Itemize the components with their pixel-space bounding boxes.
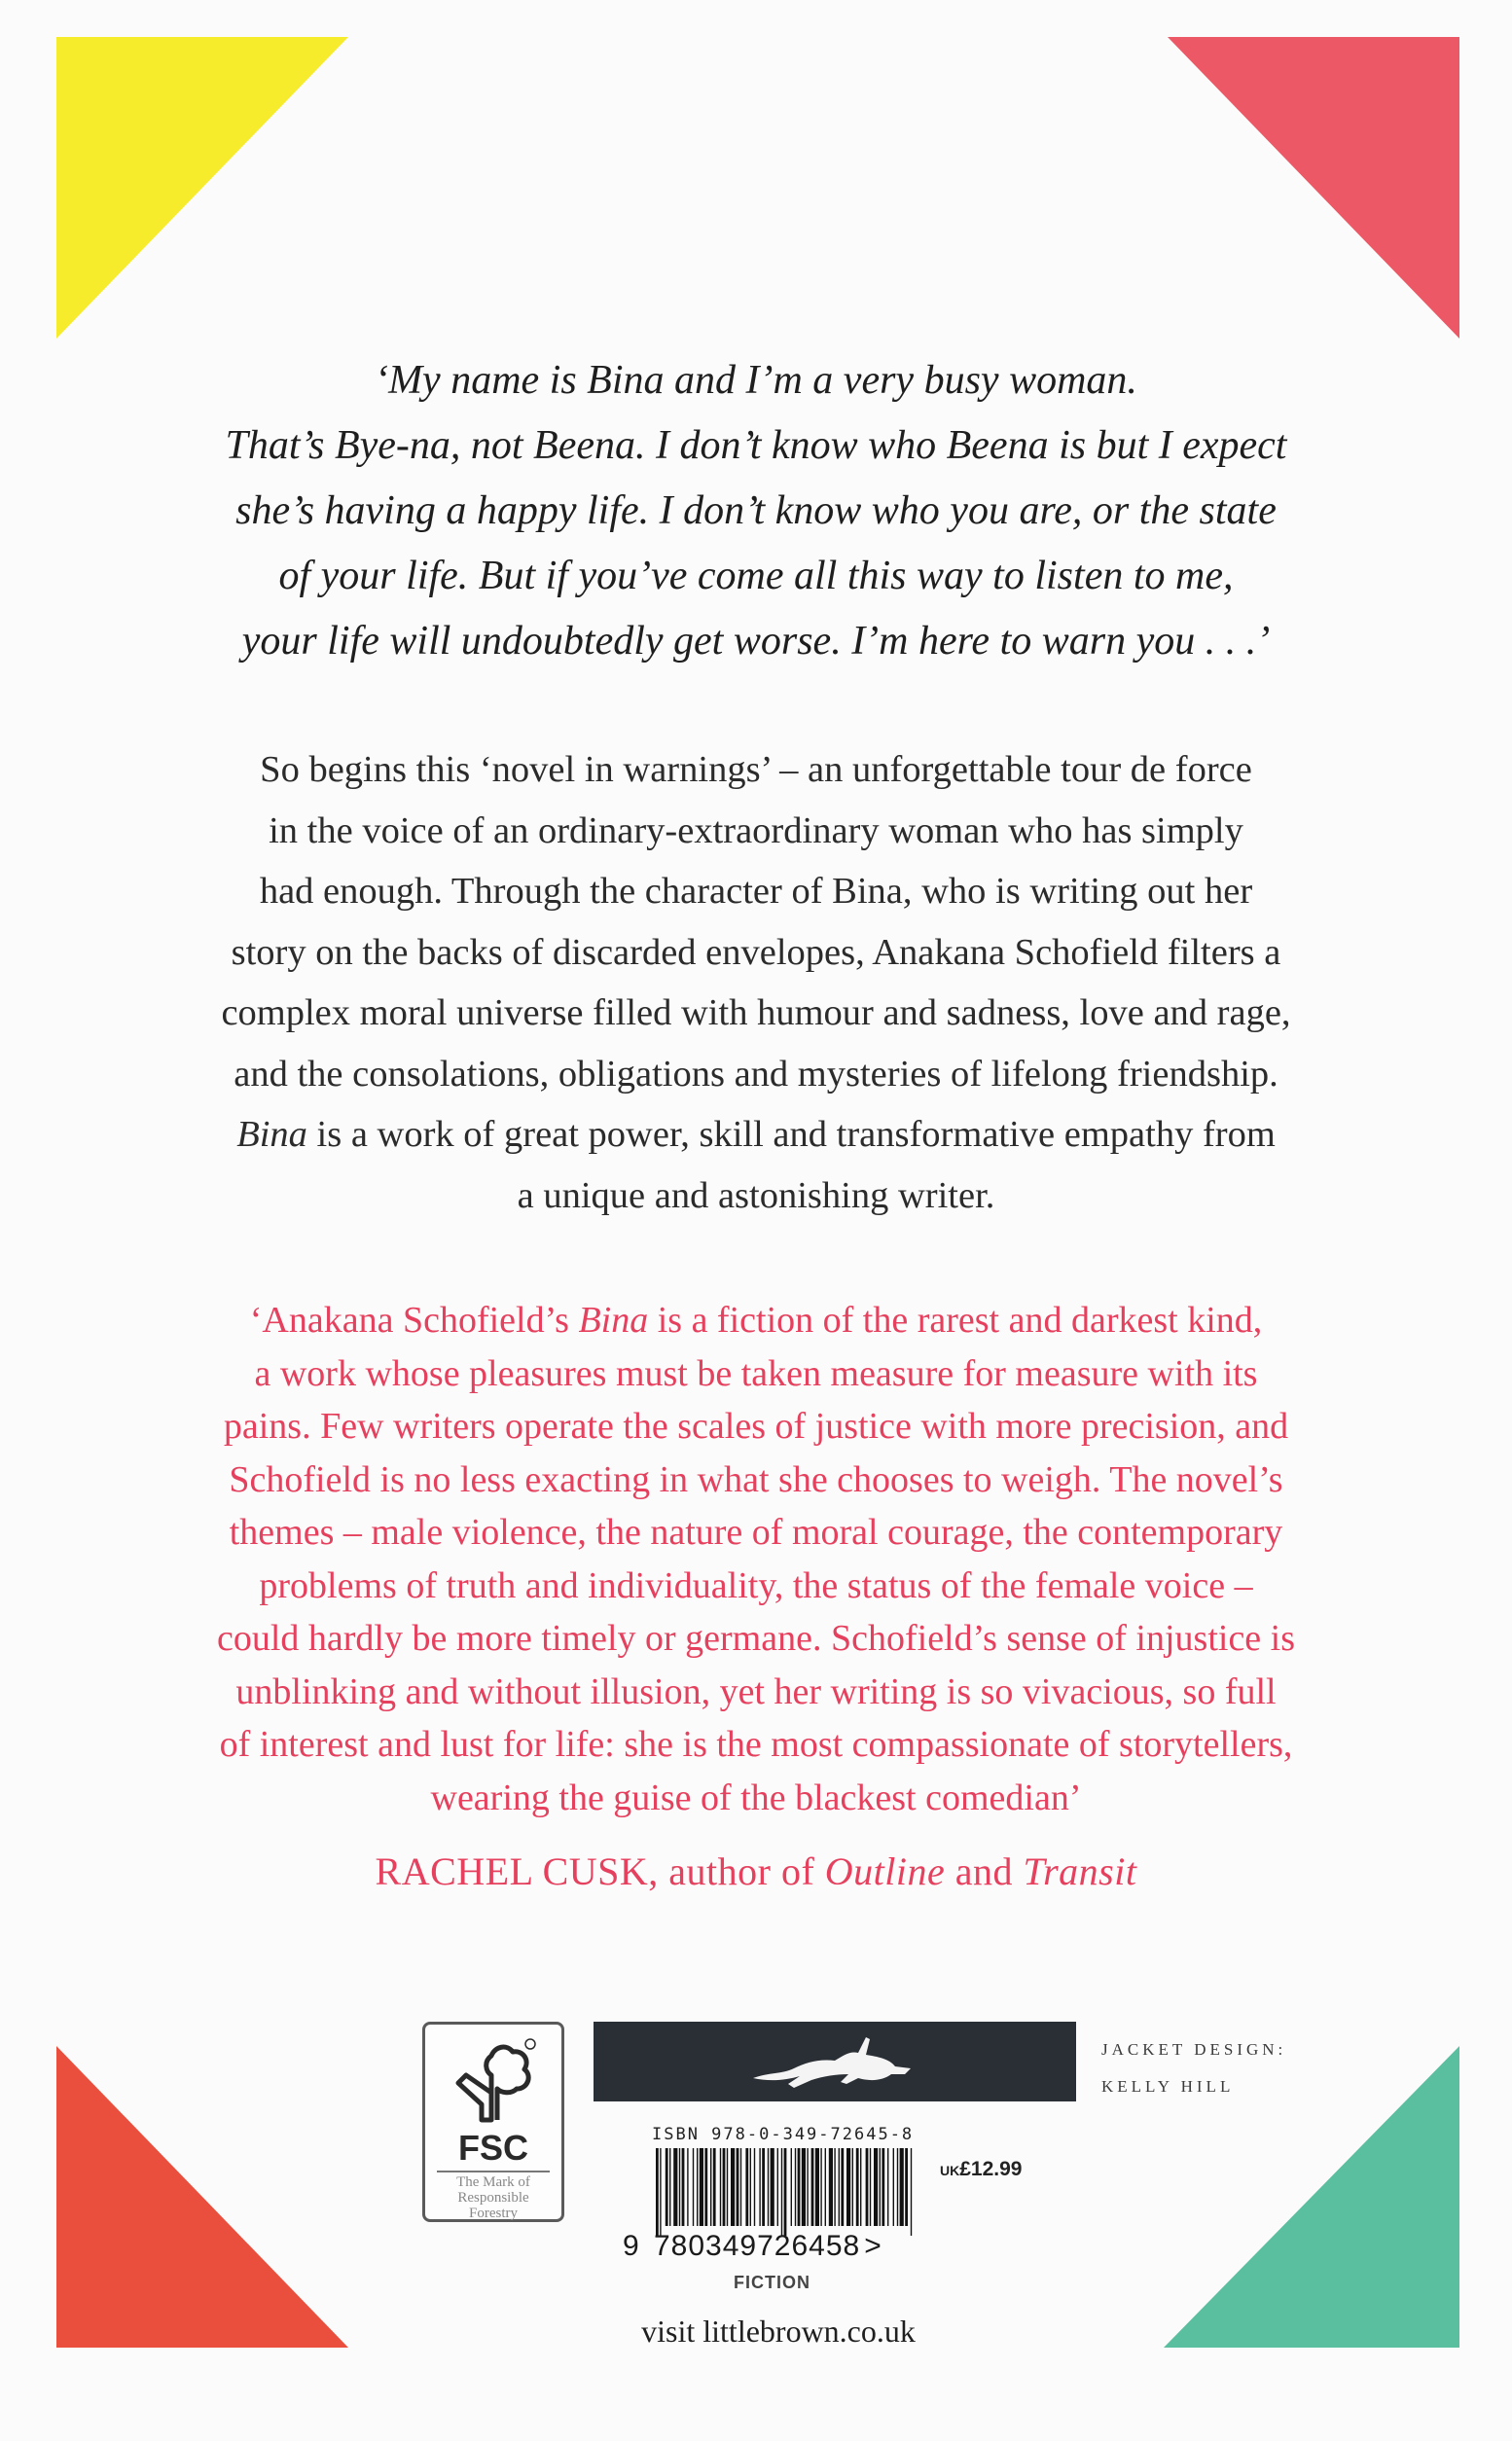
- opening-quote: [136, 348, 1376, 674]
- barcode-bar: [834, 2148, 835, 2226]
- barcode-bar: [731, 2148, 735, 2226]
- barcode-bar: [856, 2148, 859, 2226]
- barcode-bar: [860, 2148, 861, 2226]
- barcode-bar: [673, 2148, 677, 2226]
- book-title: Bina: [236, 1114, 307, 1155]
- barcode-bar: [777, 2148, 778, 2226]
- barcode-bar: [815, 2148, 819, 2226]
- blurb-line: had enough. Through the character of Bina, who is writing out her: [259, 871, 1253, 912]
- review-line: problems of truth and individuality, the status of the female voice –: [259, 1564, 1253, 1606]
- review-text: is a fiction of the rarest and darkest kind,: [648, 1300, 1263, 1341]
- reviewer-name: RACHEL CUSK: [375, 1849, 649, 1893]
- barcode-bar: [911, 2148, 912, 2236]
- barcode-bar: [784, 2148, 787, 2236]
- barcode-bar: [727, 2148, 728, 2226]
- blurb-line: So begins this ‘novel in warnings’ – an unforgettable tour de force: [260, 749, 1252, 790]
- fsc-logo: [422, 2022, 564, 2222]
- barcode-bar: [710, 2148, 711, 2226]
- genre-label: FICTION: [734, 2273, 810, 2292]
- review-text: ‘Anakana Schofield’s: [249, 1300, 579, 1341]
- isbn-number: ISBN 978-0-349-72645-8: [652, 2125, 915, 2144]
- corner-triangle-yellow: [56, 37, 348, 339]
- barcode-digit-group: 780349: [654, 2230, 758, 2262]
- barcode-bar: [687, 2148, 688, 2226]
- barcode-bar: [720, 2148, 721, 2226]
- review-line: [58, 1294, 1454, 1347]
- barcode-bar: [768, 2148, 769, 2226]
- barcode-bar: [798, 2148, 801, 2226]
- barcode-bar: [887, 2148, 888, 2226]
- blurb-line: and the consolations, obligations and mysteries of lifelong friendship.: [234, 1053, 1278, 1095]
- book-title-outline: Outline: [824, 1849, 946, 1893]
- fsc-mark-line: Forestry: [469, 2206, 518, 2221]
- review-line: could hardly be more timely or germane. Schofield’s sense of injustice is: [216, 1618, 1296, 1659]
- barcode-bar: [795, 2148, 796, 2226]
- barcode-bar: [846, 2148, 850, 2226]
- attribution-text: , author of: [648, 1849, 825, 1893]
- fsc-name: FSC: [458, 2128, 528, 2168]
- barcode-digit-group: 726458: [757, 2230, 861, 2262]
- jacket-credit-line: JACKET DESIGN:: [1101, 2040, 1287, 2059]
- fsc-mark-line: Responsible: [457, 2190, 529, 2206]
- review-quote: [58, 1294, 1454, 1824]
- blurb-line: [107, 1104, 1405, 1166]
- barcode-bar: [897, 2148, 898, 2226]
- barcode-bar: [750, 2148, 751, 2226]
- review-line: wearing the guise of the blackest comedian’: [430, 1777, 1082, 1818]
- fsc-mark-line: The Mark of: [456, 2174, 530, 2190]
- barcode-bar: [740, 2148, 741, 2226]
- barcode-bar: [802, 2148, 806, 2226]
- barcode-bar: [880, 2148, 881, 2226]
- blurb-line: a unique and astonishing writer.: [517, 1174, 995, 1216]
- barcode-bar: [666, 2148, 668, 2226]
- book-title: Bina: [578, 1300, 649, 1341]
- barcode-bar: [905, 2148, 908, 2226]
- hare-icon: [749, 2029, 915, 2094]
- quote-line: your life will undoubtedly get worse. I’m here to warn you . . .’: [241, 619, 1271, 664]
- barcode-bar: [754, 2148, 755, 2226]
- barcode-bar: [874, 2148, 878, 2226]
- barcode-bar: [656, 2148, 659, 2236]
- review-line: pains. Few writers operate the scales of justice with more precision, and: [223, 1406, 1289, 1447]
- barcode-bar: [669, 2148, 670, 2226]
- price-currency: UK: [940, 2163, 960, 2178]
- jacket-credit: [1101, 2031, 1335, 2105]
- barcode-bar: [893, 2148, 894, 2226]
- corner-triangle-pink: [1168, 37, 1459, 339]
- review-line: a work whose pleasures must be taken measure for measure with its: [254, 1352, 1258, 1394]
- barcode-bar: [682, 2148, 685, 2226]
- barcode-bar: [713, 2148, 716, 2226]
- fsc-mark-text: [429, 2174, 558, 2221]
- barcode-bar: [820, 2148, 821, 2226]
- review-line: of interest and lust for life: she is the most compassionate of storytellers,: [219, 1724, 1293, 1765]
- blurb-line: story on the backs of discarded envelopes, Anakana Schofield filters a: [231, 931, 1281, 973]
- barcode-bar: [882, 2148, 884, 2226]
- barcode-bar: [660, 2148, 661, 2236]
- blurb-text: is a work of great power, skill and transformative empathy from: [306, 1114, 1276, 1155]
- quote-line: ‘My name is Bina and I’m a very busy woman.: [375, 358, 1137, 403]
- review-line: themes – male violence, the nature of moral courage, the contemporary: [229, 1512, 1283, 1553]
- barcode-bar: [771, 2148, 774, 2226]
- review-attribution: [156, 1849, 1356, 1894]
- barcode-bar: [829, 2148, 833, 2226]
- jacket-credit-line: KELLY HILL: [1101, 2077, 1235, 2096]
- barcode-bar: [839, 2148, 840, 2226]
- barcode-digits: [623, 2230, 882, 2263]
- divider: [437, 2171, 550, 2172]
- barcode-bar: [745, 2148, 748, 2226]
- barcode-bar: [700, 2148, 703, 2226]
- quote-line: of your life. But if you’ve come all this way to listen to me,: [278, 554, 1234, 598]
- barcode-bar: [759, 2148, 760, 2226]
- fsc-tree-icon: [447, 2036, 540, 2130]
- barcode-bar: [811, 2148, 814, 2226]
- barcode-bar: [723, 2148, 726, 2226]
- price-value: £12.99: [959, 2158, 1023, 2180]
- review-line: Schofield is no less exacting in what she chooses to weigh. The novel’s: [229, 1458, 1283, 1500]
- quote-line: she’s having a happy life. I don’t know who you are, or the state: [235, 488, 1277, 533]
- barcode: [654, 2148, 915, 2236]
- attribution-text: and: [945, 1849, 1024, 1893]
- publisher-logo-bar: [594, 2022, 1076, 2101]
- book-blurb: [107, 739, 1405, 1226]
- barcode-bar: [807, 2148, 808, 2226]
- corner-triangle-red: [56, 2046, 348, 2348]
- book-title-transit: Transit: [1023, 1849, 1137, 1893]
- barcode-bar: [866, 2148, 869, 2226]
- barcode-bar: [781, 2148, 782, 2236]
- barcode-bar: [852, 2148, 853, 2226]
- publisher-website: visit littlebrown.co.uk: [641, 2314, 916, 2349]
- barcode-bar: [679, 2148, 680, 2226]
- barcode-bar: [791, 2148, 792, 2226]
- price-label: [940, 2158, 1022, 2181]
- barcode-arrow: >: [864, 2230, 882, 2262]
- barcode-bar: [870, 2148, 871, 2226]
- barcode-bar: [825, 2148, 826, 2226]
- barcode-bar: [900, 2148, 904, 2226]
- barcode-digit-first: 9: [623, 2230, 639, 2262]
- barcode-bar: [841, 2148, 844, 2226]
- barcode-bar: [762, 2148, 765, 2226]
- review-line: unblinking and without illusion, yet her writing is so vivacious, so full: [235, 1670, 1277, 1712]
- quote-line: That’s Bye-na, not Beena. I don’t know who Beena is but I expect: [225, 423, 1287, 468]
- barcode-bar: [693, 2148, 694, 2226]
- barcode-bar: [697, 2148, 698, 2226]
- blurb-line: in the voice of an ordinary-extraordinary woman who has simply: [269, 809, 1243, 851]
- blurb-line: complex moral universe filled with humour and sadness, love and rage,: [221, 992, 1291, 1033]
- barcode-bar: [704, 2148, 707, 2226]
- barcode-bar: [737, 2148, 739, 2226]
